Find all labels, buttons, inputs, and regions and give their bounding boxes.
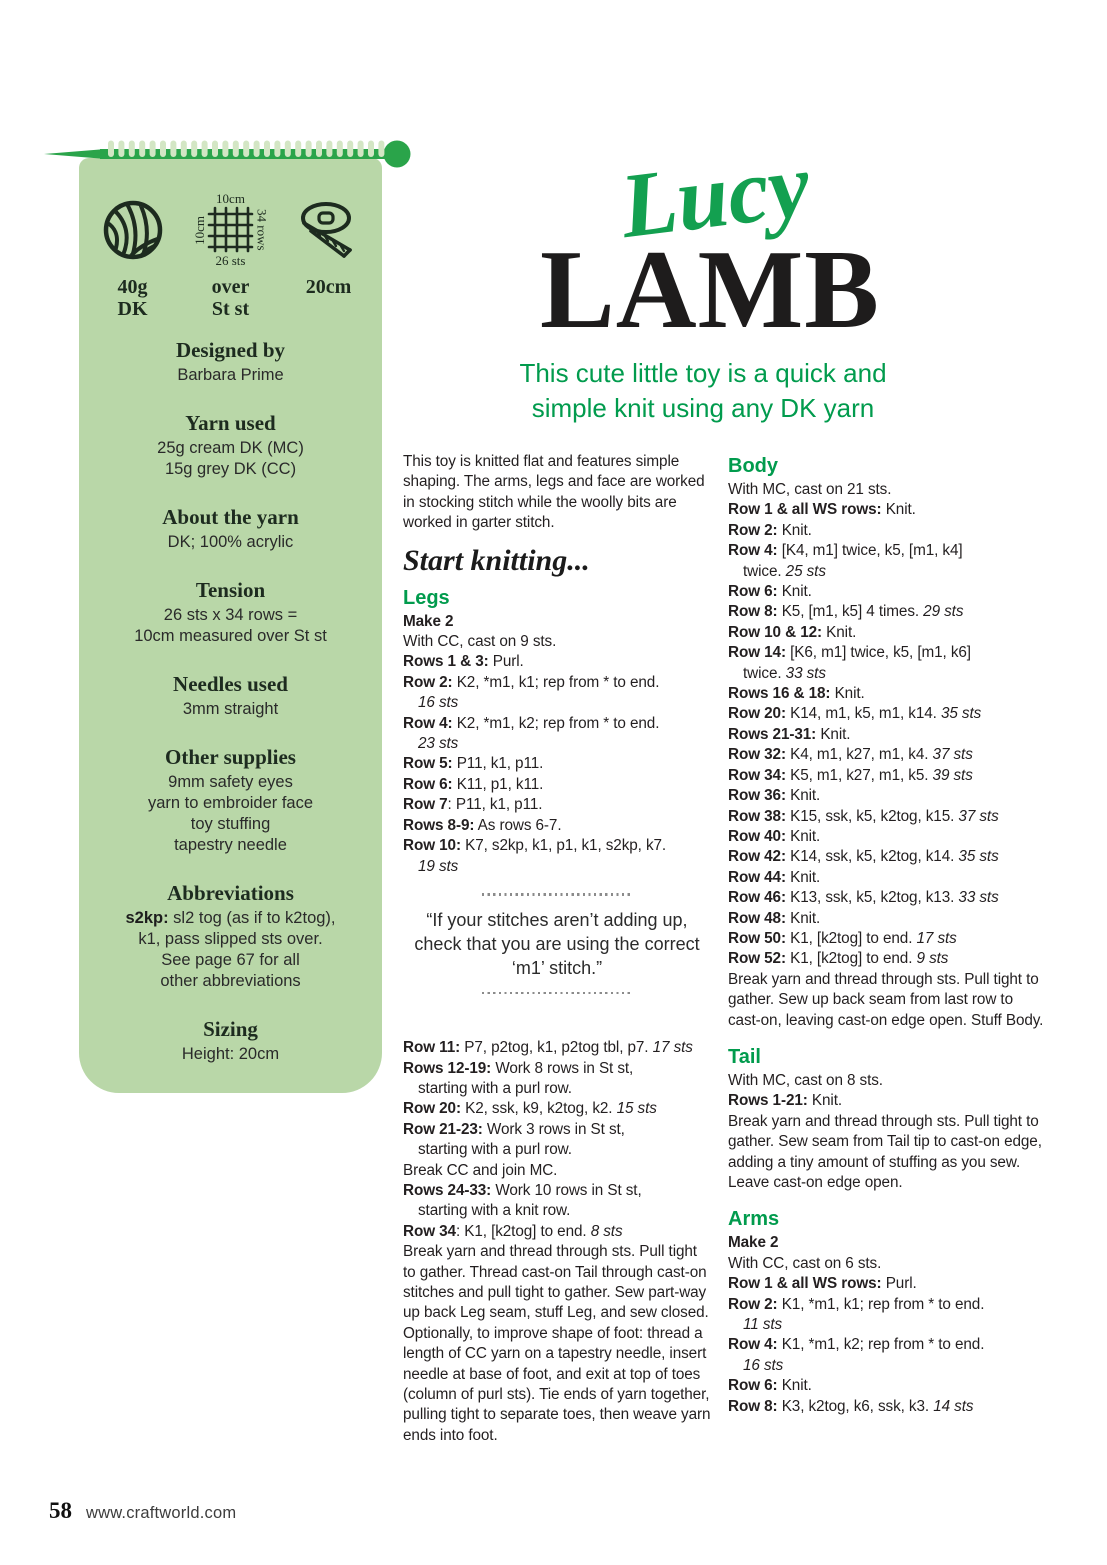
sidebar-section-heading: Sizing — [203, 1017, 258, 1041]
sidebar-section — [79, 338, 382, 386]
make-count: Make 2 — [403, 612, 454, 630]
instruction-row: Row 46: K13, ssk, k5, k2tog, k13. 33 sts — [728, 889, 999, 907]
sidebar-section-line: See page 67 for all — [161, 951, 300, 969]
instruction-row: Row 11: P7, p2tog, k1, p2tog tbl, p7. 17 sts — [403, 1039, 693, 1057]
instruction-row: Rows 8-9: As rows 6-7. — [403, 816, 562, 834]
sidebar-section — [79, 745, 382, 856]
tail-finishing-paragraph: Break yarn and thread through sts. Pull tight to gather. Sew seam from Tail tip to cast-on edge, adding a tiny amount of stuffing as you sew. Leave cast-on edge open. — [728, 1112, 1042, 1191]
body-finishing-paragraph: Break yarn and thread through sts. Pull tight to gather. Sew up back seam from last row to cast-on, leaving cast-on edge open. Stuff Body. — [728, 970, 1044, 1029]
arms-rows — [728, 1274, 1046, 1417]
body-rows — [728, 500, 1046, 969]
sidebar-section — [79, 578, 382, 647]
instruction-row: Row 1 & all WS rows: Knit. — [728, 501, 916, 519]
instruction-row: Row 34: K1, [k2tog] to end. 8 sts — [403, 1222, 623, 1240]
instruction-row: Row 32: K4, m1, k27, m1, k4. 37 sts — [728, 746, 973, 764]
sidebar-section-line: Barbara Prime — [177, 366, 284, 384]
instruction-row: Row 2: K2, *m1, k1; rep from * to end. 16 sts — [403, 673, 660, 712]
instruction-row: Row 6: K11, p1, k11. — [403, 775, 544, 793]
instruction-row: Rows 1 & 3: Purl. — [403, 653, 524, 671]
instruction-row: Row 21-23: Work 3 rows in St st, starting with a purl row. — [403, 1120, 625, 1159]
instruction-row: Rows 24-33: Work 10 rows in St st, starting with a knit row. — [403, 1181, 642, 1220]
sidebar-section-line: k1, pass slipped sts over. — [138, 930, 323, 948]
instruction-row: Row 34: K5, m1, k27, m1, k5. 39 sts — [728, 766, 973, 784]
sidebar-section-line: 9mm safety eyes — [168, 773, 293, 791]
page-title: LAMB — [540, 228, 880, 352]
cast-on-line: With MC, cast on 21 sts. — [728, 481, 892, 498]
column-right — [728, 452, 1046, 1417]
instruction-row: Row 20: K2, ssk, k9, k2tog, k2. 15 sts — [403, 1100, 657, 1118]
badge-label: over St st — [211, 276, 250, 320]
instruction-row: Row 14: [K6, m1] twice, k5, [m1, k6] twice. 33 sts — [728, 644, 971, 682]
sidebar-section-heading: Designed by — [175, 338, 286, 362]
instruction-row: Row 50: K1, [k2tog] to end. 17 sts — [728, 929, 957, 947]
page-number: 58 — [49, 1498, 72, 1523]
instruction-row: Row 10: K7, s2kp, k1, p1, k1, s2kp, k7. 19 sts — [403, 837, 667, 875]
legs-rows-continued — [403, 1038, 711, 1242]
intro-paragraph: This toy is knitted flat and features simple shaping. The arms, legs and face are worked in stocking stitch while the woolly bits are worked in garter stitch. — [403, 453, 705, 532]
sidebar-section-heading: Tension — [195, 578, 266, 602]
instruction-row: Row 2: Knit. — [728, 521, 812, 539]
instruction-row: Row 1 & all WS rows: Purl. — [728, 1275, 917, 1293]
instruction-row: Row 6: Knit. — [728, 583, 812, 601]
size-badge — [283, 184, 375, 298]
sidebar-section-line: DK; 100% acrylic — [167, 533, 294, 551]
sidebar-section-heading: Yarn used — [185, 411, 276, 435]
dotted-separator — [482, 992, 632, 995]
sidebar-section-line: 25g cream DK (MC) — [157, 439, 304, 457]
section-heading-tail: Tail — [728, 1045, 761, 1068]
sidebar-section-line: toy stuffing — [190, 815, 271, 833]
instruction-row: Row 20: K14, m1, k5, m1, k14. 35 sts — [728, 705, 982, 723]
instruction-row: Rows 16 & 18: Knit. — [728, 685, 865, 703]
pattern-info-panel — [79, 158, 382, 1093]
sidebar-section-line: 15g grey DK (CC) — [164, 460, 297, 478]
tape-measure-icon — [297, 184, 361, 276]
instruction-row: Row 52: K1, [k2tog] to end. 9 sts — [728, 950, 949, 968]
website-url: www.craftworld.com — [86, 1504, 237, 1522]
sidebar-section-line: other abbreviations — [160, 972, 301, 990]
gauge-bottom-label: 26 sts — [215, 253, 246, 268]
sidebar-section — [79, 505, 382, 553]
start-knitting-heading: Start knitting... — [403, 543, 590, 577]
dotted-separator — [482, 893, 632, 896]
yarn-weight-badge — [87, 184, 179, 320]
sidebar-section-line: 10cm measured over St st — [134, 627, 327, 645]
make-count: Make 2 — [728, 1234, 779, 1252]
cast-on-line: With MC, cast on 8 sts. — [728, 1071, 883, 1089]
subtitle-line: This cute little toy is a quick and — [519, 358, 887, 388]
section-heading-legs: Legs — [403, 586, 450, 609]
legs-finishing-paragraph: Break yarn and thread through sts. Pull tight to gather. Thread cast-on Tail through cast-on stitches and pull tight to gather. Sew part-way up back Leg seam, stuff Leg, and sew closed. Optionally, to improve shape of foot: thread a length of CC yarn on a tapestry needle, insert needle at base of foot, and exit at top of toes (column of purl sts). Tie ends of yarn together, pulling tight to separate toes, then weave yarn ends into foot. — [403, 1243, 711, 1444]
instruction-row: Rows 21-31: Knit. — [728, 725, 851, 743]
column-middle — [403, 452, 711, 1446]
sidebar-section-line: 3mm straight — [182, 700, 279, 718]
instruction-row: Row 6: Knit. — [728, 1377, 812, 1395]
yarn-ball-icon — [101, 184, 165, 276]
legs-rows — [403, 652, 711, 876]
sidebar-section-heading: About the yarn — [162, 505, 299, 529]
instruction-row: Break CC and join MC. — [403, 1161, 558, 1179]
instruction-row: Row 36: Knit. — [728, 787, 821, 805]
badge-label: 40g DK — [117, 276, 148, 320]
instruction-row: Row 48: Knit. — [728, 909, 821, 927]
instruction-row: Rows 12-19: Work 8 rows in St st, starting with a purl row. — [403, 1059, 634, 1097]
gauge-top-label: 10cm — [216, 191, 245, 206]
instruction-row: Row 7: P11, k1, p11. — [403, 796, 543, 814]
pattern-info-sections — [79, 338, 382, 1065]
gauge-grid — [193, 192, 269, 268]
instruction-row: Row 42: K14, ssk, k5, k2tog, k14. 35 sts — [728, 848, 999, 866]
sidebar-section-heading: Abbreviations — [167, 881, 294, 905]
tension-badge — [185, 184, 277, 320]
instruction-row: Row 4: [K4, m1] twice, k5, [m1, k4] twice. 25 sts — [728, 542, 963, 580]
pull-quote — [403, 893, 711, 994]
instruction-row: Row 10 & 12: Knit. — [728, 623, 857, 641]
sidebar-section — [79, 1017, 382, 1065]
section-heading-arms: Arms — [728, 1208, 780, 1231]
instruction-row: Row 8: K5, [m1, k5] 4 times. 29 sts — [728, 603, 964, 621]
pull-quote-text: “If your stitches aren’t adding up, check that you are using the correct ‘m1’ stitch.” — [414, 909, 700, 978]
instruction-row: Row 2: K1, *m1, k1; rep from * to end. 11 sts — [728, 1295, 985, 1334]
instruction-row: Row 40: Knit. — [728, 827, 821, 845]
sidebar-section-heading: Needles used — [173, 672, 288, 696]
cast-on-line: With CC, cast on 6 sts. — [728, 1254, 882, 1272]
badge-label: 20cm — [305, 276, 352, 298]
instruction-row: Row 44: Knit. — [728, 868, 821, 886]
sidebar-section-line: s2kp: sl2 tog (as if to k2tog), — [125, 909, 336, 927]
gauge-grid-icon — [193, 184, 269, 276]
sidebar-section-line: yarn to embroider face — [147, 794, 314, 812]
instruction-row: Row 4: K1, *m1, k2; rep from * to end. 16 sts — [728, 1336, 985, 1374]
instruction-row: Row 38: K15, ssk, k5, k2tog, k15. 37 sts — [728, 807, 999, 825]
sidebar-section-line: 26 sts x 34 rows = — [163, 606, 298, 624]
instruction-row: Rows 1-21: Knit. — [728, 1092, 843, 1110]
subtitle — [443, 356, 963, 426]
sidebar-section — [79, 672, 382, 720]
cast-on-line: With CC, cast on 9 sts. — [403, 633, 557, 651]
sidebar-section-line: Height: 20cm — [181, 1045, 280, 1063]
gauge-right-label: 34 rows — [254, 209, 270, 251]
sidebar-section — [79, 881, 382, 992]
script-title: Lucy — [614, 132, 816, 258]
knitting-needle-icon — [40, 138, 412, 172]
sidebar-section-heading: Other supplies — [165, 745, 296, 769]
sidebar-section — [79, 411, 382, 480]
yarn-info-badges — [79, 158, 382, 320]
section-heading-body: Body — [728, 455, 778, 477]
instruction-row: Row 5: P11, k1, p11. — [403, 755, 544, 773]
tail-rows — [728, 1091, 1046, 1111]
page-footer — [49, 1498, 236, 1524]
sidebar-section-line: tapestry needle — [174, 836, 287, 854]
gauge-left-label: 10cm — [191, 215, 207, 245]
subtitle-line: simple knit using any DK yarn — [531, 393, 875, 423]
instruction-row: Row 8: K3, k2tog, k6, ssk, k3. 14 sts — [728, 1397, 974, 1415]
instruction-row: Row 4: K2, *m1, k2; rep from * to end. 23 sts — [403, 714, 660, 753]
